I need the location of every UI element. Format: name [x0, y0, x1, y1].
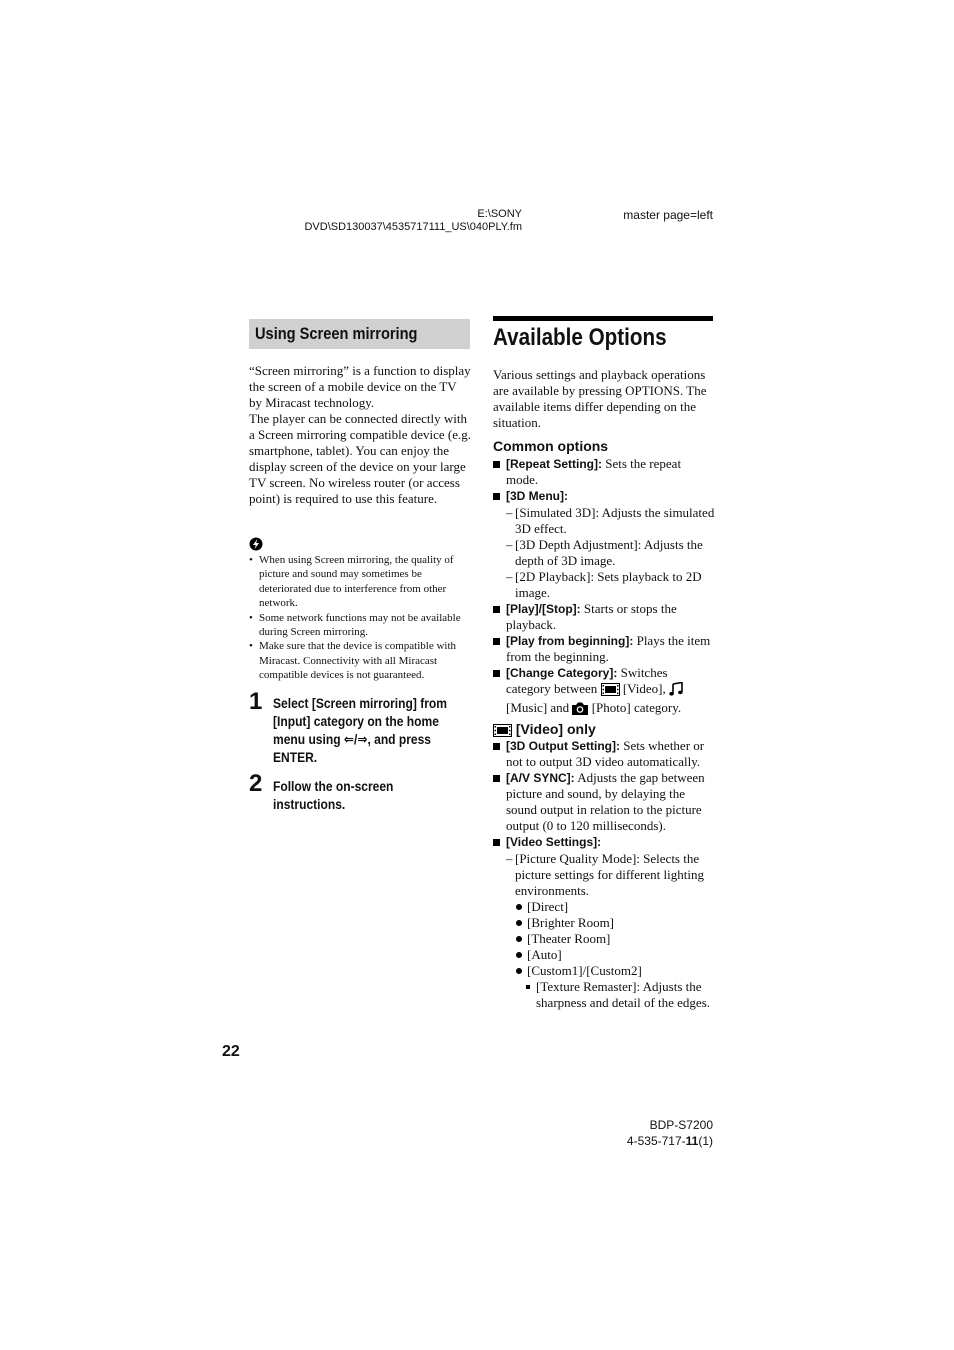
- video-only-heading: [Video] only: [493, 721, 596, 740]
- mode-item: [Direct]: [493, 899, 715, 915]
- mode-item: [Custom1]/[Custom2]: [493, 963, 715, 979]
- model-code: 4-535-717-11(1): [626, 1134, 713, 1148]
- square-bullet-icon: [493, 493, 500, 500]
- mirroring-intro: [249, 363, 471, 507]
- texture-remaster-item: [Texture Remaster]: Adjusts the sharpness and detail of the edges.: [493, 979, 715, 1011]
- note-item: • Some network functions may not be available during Screen mirroring.: [249, 611, 461, 639]
- square-bullet-icon: [493, 839, 500, 846]
- file-path-line1: E:\SONY: [477, 208, 522, 220]
- option-item: [Video Settings]:: [493, 834, 715, 850]
- step-2-number: 2: [249, 770, 263, 797]
- sub-option: – [Simulated 3D]: Adjusts the simulated 3D effect.: [506, 505, 715, 536]
- bullet: •: [249, 640, 253, 653]
- model-name: BDP-S7200: [649, 1118, 713, 1132]
- square-bullet-icon: [493, 670, 500, 677]
- option-item: [Play]/[Stop]: Starts or stops the playback.: [493, 601, 715, 633]
- square-bullet-icon: [493, 775, 500, 782]
- page-number: 22: [222, 1043, 240, 1060]
- film-icon: [601, 683, 620, 700]
- intro-paragraph-2: The player can be connected directly with a Screen mirroring compatible device (e.g. smartphone, tablet). You can enjoy the display screen of the device on your large TV screen. No wireless router (or access point) is required to use this feature.: [249, 411, 471, 506]
- sub-option: – [3D Depth Adjustment]: Adjusts the depth of 3D image.: [506, 537, 703, 568]
- file-path-line2: DVD\SD130037\4535717111_US\040PLY.fm: [304, 221, 522, 233]
- common-options-list: [493, 456, 715, 719]
- square-bullet-icon: [493, 743, 500, 750]
- video-options-list: [493, 738, 715, 1011]
- option-item: [3D Output Setting]: Sets whether or not to output 3D video automatically.: [493, 738, 715, 770]
- section-title: Using Screen mirroring: [255, 324, 418, 343]
- note-item: • When using Screen mirroring, the quality of picture and sound may sometimes be deteriorated due to interference from other network.: [249, 554, 454, 610]
- mode-item: [Brighter Room]: [493, 915, 715, 931]
- square-bullet-icon: [493, 461, 500, 468]
- option-item: [Repeat Setting]: Sets the repeat mode.: [493, 456, 715, 488]
- bullet: •: [249, 611, 253, 624]
- mode-item: [Theater Room]: [493, 931, 715, 947]
- camera-icon: [572, 702, 588, 719]
- left-right-arrows-icon: ⇐/⇒: [343, 731, 368, 747]
- option-item: [A/V SYNC]: Adjusts the gap between picture and sound, by delaying the sound output in relation to the picture output (0 to 120 milliseconds).: [493, 770, 715, 834]
- sub-option: – [2D Playback]: Sets playback to 2D image.: [506, 569, 702, 600]
- note-item: • Make sure that the device is compatible with Miracast. Connectivity with all Miracast compatible devices is not guaranteed.: [249, 640, 457, 682]
- intro-paragraph-1: “Screen mirroring” is a function to display the screen of a mobile device on the TV by Miracast technology.: [249, 363, 471, 410]
- step-1-text: Select [Screen mirroring] from [Input] category on the home menu using ⇐/⇒, and press ENTER.: [273, 695, 447, 765]
- option-item: [3D Menu]:: [493, 488, 715, 504]
- option-item: [Play from beginning]: Plays the item from the beginning.: [493, 633, 715, 665]
- step-2-text: Follow the on-screen instructions.: [273, 778, 394, 812]
- square-bullet-icon: [493, 638, 500, 645]
- option-item: [Change Category]: Switches category between [Video], [Music] and [Photo] category.: [493, 665, 715, 719]
- available-options-title: Available Options: [493, 324, 667, 351]
- step-1-number: 1: [249, 688, 263, 715]
- notes-list: [249, 553, 471, 683]
- music-note-icon: [669, 682, 683, 700]
- square-bullet-icon: [493, 606, 500, 613]
- mode-item: [Auto]: [493, 947, 715, 963]
- model-info: [600, 1117, 713, 1149]
- heading-rule: [493, 316, 713, 321]
- bullet: •: [249, 554, 253, 566]
- file-path: [290, 208, 522, 234]
- common-options-heading: Common options: [493, 438, 609, 454]
- master-page-label: master page=left: [623, 208, 713, 222]
- available-options-intro: Various settings and playback operations are available by pressing OPTIONS. The available items differ depending on the situation.: [493, 367, 707, 430]
- sub-option: – [Picture Quality Mode]: Selects the picture settings for different lighting environments.: [506, 851, 704, 898]
